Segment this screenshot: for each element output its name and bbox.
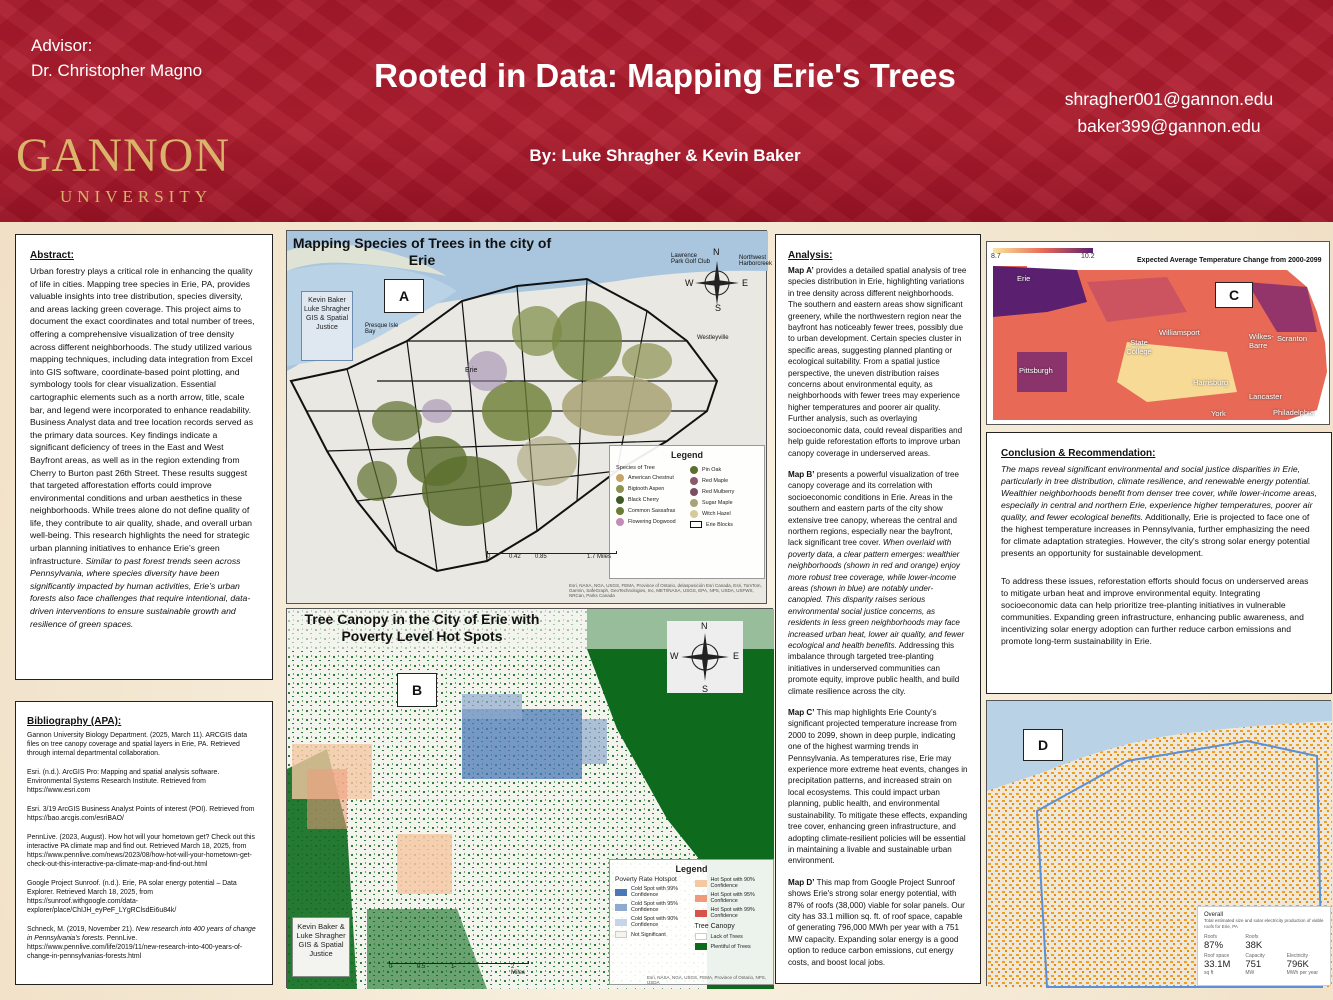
legend-hotspot: Cold Spot with 90% Confidence — [615, 916, 689, 928]
map-b-ref: Map B’ — [788, 469, 815, 479]
scale-label: 0.5 — [417, 964, 426, 970]
compass-east-label: E — [733, 651, 740, 661]
hot-spot-95 — [307, 769, 347, 829]
map-c-temperature-change — [986, 241, 1330, 425]
scalebar-labels — [389, 964, 529, 976]
abstract-body: Urban forestry plays a critical role in enhancing the quality of life in cities. Mapping tree species in Erie, PA, provides valuable insights into tree distribution, species diversity, and areas lacking green coverage. This project aims to document the exact coordinates and total number of trees, offering a comprehensive visualization of tree density across different neighborhoods. The study utilized various mapping techniques, including data integration from Excel into GIS software, coordinate-based point plotting, and symbology tools for clear visualization. Essential cartographic elements such as a north arrow, title, scale bar, and legend were incorporated to enhance readability. Business Analyst data and tree location records served as the primary data sources. Key findings indicate a significant deficiency of trees in the East and West Bayfront areas, as well as in the region extending from Cherry to Burton past 26th Street. These results suggest that targeted afforestation efforts could improve environmental conditions and urban aesthetics in these neighborhoods. While trees alone do not define quality of life, they contribute to air quality, shade, and overall urban well-being. This research highlights the need for strategic urban planning initiatives to enhance Erie’s green infrastructure. — [30, 266, 255, 566]
map-c-letter: C — [1215, 282, 1253, 308]
legend-canopy: Plentiful of Trees — [695, 943, 769, 950]
legend-title: Legend — [675, 864, 708, 874]
compass-south-label: S — [702, 684, 709, 694]
bibliography-box — [15, 701, 273, 985]
map-a-tree-species — [286, 230, 773, 604]
place-label: Lawrence Park Golf Club — [671, 253, 711, 265]
bib-entry: Gannon University Biology Department. (2025, March 11). ARCGIS data files on tree canopy coverage and spatial layers in Erie, PA. Retrieved through internal departmental collaboration. — [27, 732, 248, 757]
legend-species: Black Cherry — [616, 496, 684, 504]
map-c-title: Expected Average Temperature Change from 2000-2099 — [1137, 257, 1322, 264]
map-a-title: Mapping Species of Trees in the city of Erie — [292, 235, 552, 268]
analysis-map-b — [788, 469, 968, 697]
city-label: Scranton — [1277, 334, 1308, 343]
map-a-ref: Map A’ — [788, 266, 814, 275]
poster-title: Rooted in Data: Mapping Erie's Trees — [374, 57, 956, 94]
compass-north-label: N — [701, 621, 708, 631]
map-a-compass-icon — [693, 259, 741, 307]
analysis-map-a — [788, 265, 968, 459]
abstract-body-italic: Similar to past forest trends seen across Pennsylvania, where species diversity have been significantly impacted by human activities, Erie’s urban forests also face challenges that require intentional, data-driven interventions to ensure sustainable growth and resilience of green spaces. — [30, 555, 251, 629]
map-b-credit: Kevin Baker & Luke Shragher GIS & Spatial Justice — [292, 917, 350, 977]
bib-entry: Google Project Sunroof. (n.d.). Erie, PA solar energy potential – Data Explorer. Retrieved March 18, 2025, from https://sunroof.withgoogle.com/data-explorer/place/ChIJH_eyPeF_LYgRClsdEi6u84k/ — [27, 880, 237, 914]
conclusion-box — [986, 432, 1332, 694]
legend-canopy: Lack of Trees — [695, 933, 769, 940]
abstract-text — [30, 265, 258, 630]
compass-south-label: S — [715, 303, 722, 313]
map-b-compass-icon — [679, 631, 731, 683]
legend-species: American Chestnut — [616, 474, 684, 482]
legend-blocks: Erie Blocks — [690, 521, 758, 528]
legend-col-2 — [695, 874, 769, 950]
bib-last-post: PennLive. https://www.pennlive.com/life/2019/11/new-research-into-400-years-of-change-in-pennsylvanias-forests.html — [27, 935, 243, 960]
compass-east-label: E — [742, 278, 749, 288]
map-b-legend — [609, 859, 774, 985]
stat-cell: Roofs 38K — [1245, 934, 1263, 951]
compass-west-label: W — [670, 651, 679, 661]
map-a-attribution: Esri, NASA, NGA, USGS, FEMA, Province of Ontario, delasposición Esri Canada, Esri, TomTom, Garmin, SafeGraph, GeoTechnologies, Inc, METI/NASA, USGS, EPA, NPS, USDA, USFWS, NRCan, Parks Canada — [569, 583, 762, 598]
canopy-label: Tree Canopy — [694, 923, 735, 930]
legend-col-1 — [616, 463, 684, 528]
abstract-heading: Abstract: — [30, 250, 74, 261]
solar-summary-card — [1197, 906, 1331, 986]
cold-spot-95 — [462, 694, 522, 719]
compass-north-label: N — [713, 247, 720, 257]
scale-label: 1.7 Miles — [587, 554, 612, 560]
university-logo-sub: UNIVERSITY — [60, 187, 212, 206]
stat-cell: Roofs 87% — [1204, 934, 1224, 951]
bib-entry — [27, 925, 261, 961]
city-label: Lancaster — [1249, 392, 1282, 401]
legend-species: Bigtooth Aspen — [616, 485, 684, 493]
cold-spot-99 — [462, 709, 582, 779]
analysis-b-italic: When overlaid with poverty data, a clear pattern emerges: wealthier neighborhoods (shown in red and orange) enjoy more robust tree coverage, while lower-income areas (shown in blue) are notably under-canopied. This disparity raises serious environmental social justice concerns, as residents in less green neighborhoods may face increased urban heat, lower air quality, and fewer ecological and health benefits. — [788, 538, 965, 650]
legend-hotspot: Cold Spot with 99% Confidence — [615, 886, 689, 898]
legend-hotspot: Hot Spot with 99% Confidence — [695, 907, 769, 919]
email-shragher[interactable]: shragher001@gannon.edu — [1064, 89, 1274, 109]
map-d-letter: D — [1023, 729, 1063, 761]
legend-hotspot: Cold Spot with 95% Confidence — [615, 901, 689, 913]
legend-species: Sugar Maple — [690, 499, 758, 507]
scale-label: 0 — [487, 554, 491, 560]
map-b-canopy-poverty — [286, 608, 773, 988]
map-a-letter: A — [384, 279, 424, 313]
legend-hotspot: Hot Spot with 95% Confidence — [695, 892, 769, 904]
university-logo-name: GANNON — [16, 129, 230, 182]
map-a-legend — [609, 445, 765, 579]
hotspot-label: Poverty Rate Hotspot — [615, 876, 677, 883]
conclusion-italic: The maps reveal significant environmental and social justice disparities in Erie, particularly in tree distribution, climate resilience, and renewable energy potential. Wealthier neighborhoods benefit from denser tree cover, while lower-income areas, especially in central and northern Erie, experience higher temperatures, poorer air quality, and fewer ecological benefits. — [1001, 464, 1317, 522]
legend-species: Common Sassafras — [616, 507, 684, 515]
legend-title: Legend — [670, 450, 703, 460]
city-label: York — [1211, 409, 1226, 418]
temp-legend-max: 10.2 — [1081, 253, 1095, 260]
map-b-title: Tree Canopy in the City of Erie with Poverty Level Hot Spots — [304, 611, 540, 644]
city-label: Philadelphia — [1273, 408, 1314, 417]
bib-entry: Esri. 3/19 ArcGIS Business Analyst Points of interest (POI). Retrieved from https://bao.arcgis.com/esriBAO/ — [27, 806, 255, 822]
bib-entry: Esri. (n.d.). ArcGIS Pro: Mapping and spatial analysis software. Environmental Systems Research Institute. Retrieved from https://www.esri.com — [27, 769, 220, 794]
analysis-d-text: This map from Google Project Sunroof shows Erie's strong solar energy potential, with 87% of roofs (38,000) viable for solar panels. Our city has 33.1 million sq. ft. of roof space, capable of generating 796,000 MWh per year with a 751 MW capacity. Expanding solar energy is a good option to reduce carbon emissions, cut energy costs, and boost local jobs. — [788, 877, 965, 967]
legend-hotspot: Hot Spot with 90% Confidence — [695, 877, 769, 889]
map-d-solar-potential — [986, 700, 1331, 986]
analysis-heading: Analysis: — [788, 250, 833, 261]
stat-cell: Electricity 796K MWh per year — [1286, 953, 1319, 976]
legend-col-1 — [615, 874, 689, 950]
city-label: Pittsburgh — [1019, 366, 1053, 375]
advisor-block — [31, 33, 202, 83]
legend-species: Pin Oak — [690, 466, 758, 474]
bib-last-italic: New research into 400 years of change in Pennsylvania’s forests. — [27, 926, 256, 942]
place-label: Presque Isle Bay — [365, 323, 399, 335]
abstract-box — [15, 234, 273, 680]
hot-spot-90 — [397, 834, 452, 894]
conclusion-heading: Conclusion & Recommendation: — [1001, 448, 1156, 459]
place-label: Westleyville — [697, 335, 729, 341]
bib-entry: PennLive. (2023, August). How hot will your hometown get? Check out this interactive PA climate map and find out. Retrieved March 18, 2025, from https://www.pennlive.com/news/2023/08/how-hot-will-your-hometown-get-check-out-this-interactive-pa-climate-map-and-find-out.html — [27, 834, 255, 868]
bib-last-pre: Schneck, M. (2019, November 21). — [27, 926, 136, 933]
analysis-c-text: This map highlights Erie County’s significant projected temperature increase from 2000 to 2099, shown in deep purple, indicating one of the highest warming trends in Pennsylvania. As temperatures rise, Erie may experience more extreme heat events, changes in precipitation patterns, and increased strain on local ecosystems. This could impact urban planning, public health, and environmental sustainability. To mitigate these effects, expanding tree cover, enhancing green infrastructure, and adopting climate-resilient policies will be essential in maintaining a livable and sustainable urban environment. — [788, 708, 968, 866]
map-d-ref: Map D’ — [788, 877, 815, 887]
stat-cell — [1287, 934, 1324, 951]
cold-spot-95 — [582, 719, 607, 764]
city-label: Harrisburg — [1193, 378, 1229, 387]
advisor-name: Dr. Christopher Magno — [31, 61, 203, 80]
bibliography-heading: Bibliography (APA): — [27, 716, 122, 727]
map-b-letter: B — [397, 673, 437, 707]
species-label: Species of Tree — [616, 465, 655, 471]
legend-species: Flowering Dogwood — [616, 518, 684, 526]
map-a-scalebar — [487, 551, 617, 562]
scale-label: 0.85 — [535, 554, 547, 560]
temp-legend-min: 8.7 — [991, 253, 1001, 260]
conclusion-para-1 — [1001, 463, 1317, 559]
analysis-map-d — [788, 877, 968, 968]
analysis-box — [775, 234, 981, 984]
email-baker[interactable]: baker399@gannon.edu — [1077, 116, 1261, 136]
legend-species: Red Maple — [690, 477, 758, 485]
stat-cell: Capacity 751 MW — [1245, 953, 1265, 976]
city-label: State College — [1126, 338, 1152, 356]
legend-hotspot: Not Significant — [615, 931, 689, 938]
map-b-scalebar — [389, 961, 529, 976]
scale-label: 2 Miles — [511, 964, 526, 976]
city-label: Erie — [1017, 274, 1031, 283]
place-label: Erie — [465, 367, 478, 374]
card-sub: Total estimated size and solar electricity production of viable roofs for Erie, PA — [1204, 918, 1324, 929]
stat-cell: Roof space 33.1M sq ft — [1204, 953, 1231, 976]
conclusion-para-2: To address these issues, reforestation efforts should focus on underserved areas to mitigate urban heat and improve environmental equity. Integrating socioeconomic data can help prioritize tree-planting initiatives in vulnerable communities. Expanding green infrastructure, enhancing public awareness, and incentivizing solar energy adoption can further reduce carbon emissions and promote long-term sustainability in Erie. — [1001, 576, 1309, 646]
analysis-b-text2: Addressing this imbalance through targeted tree-planting initiatives in underserved communities can promote equity, improve public health, and build climate resilience across the city. — [788, 641, 960, 696]
card-title: Overall — [1204, 912, 1224, 918]
map-b-attribution: Esri, NASA, NGA, USGS, FEMA, Province of Ontario, NPS, USDA — [647, 975, 767, 985]
legend-columns — [616, 463, 758, 528]
scalebar-labels — [487, 554, 617, 562]
advisor-label: Advisor: — [31, 36, 93, 55]
scale-label: 0 — [389, 964, 393, 970]
contact-emails — [1040, 86, 1298, 140]
analysis-b-text: presents a powerful visualization of tree canopy coverage and its correlation with socioeconomic conditions in Erie. Areas in the southern and eastern parts of the city show extensive tree canopy, whereas the central and northern regions, especially near the bayfront, lack significant tree cover. — [788, 469, 959, 548]
place-label: Northwest Harborcreek — [739, 255, 773, 267]
conclusion-text: Additionally, Erie is projected to face one of the highest temperature increases in Pennsylvania, further emphasizing the need for climate adaptation strategies. However, the city's strong solar energy potential presents an opportunity for sustainable development. — [1001, 512, 1310, 558]
city-label: Williamsport — [1159, 328, 1200, 337]
solar-stats — [1204, 934, 1324, 976]
analysis-a-text: provides a detailed spatial analysis of tree species distribution in Erie, highlighting variations in tree density across different neighborhoods. The southern and eastern areas show significant greenery, while the northwestern region near the bayfront has noticeably fewer trees, possibly due to urban development. Certain species cluster in specific areas, suggesting planned planting or ecological suitability. From a spatial justice perspective, the uneven distribution raises concerns about environmental equity, as neighborhoods with fewer trees may experience higher temperatures and poorer air quality. Further analysis, such as overlaying socioeconomic data, could reveal disparities and help guide reforestation efforts to improve urban canopy coverage in underserved areas. — [788, 266, 967, 458]
scale-label: 1 — [451, 964, 455, 970]
legend-species: Witch Hazel — [690, 510, 758, 518]
map-c-ref: Map C’ — [788, 708, 815, 718]
compass-west-label: W — [685, 278, 694, 288]
poster-header — [0, 0, 1333, 222]
map-a-credit: Kevin Baker Luke Shragher GIS & Spatial Justice — [301, 291, 353, 361]
city-label: Wilkes-Barre — [1249, 332, 1274, 350]
analysis-map-c — [788, 707, 968, 867]
poster-byline: By: Luke Shragher & Kevin Baker — [529, 146, 801, 165]
legend-columns — [615, 874, 768, 950]
legend-species: Red Mulberry — [690, 488, 758, 496]
legend-col-2 — [690, 463, 758, 528]
scale-label: 0.42 — [509, 554, 521, 560]
